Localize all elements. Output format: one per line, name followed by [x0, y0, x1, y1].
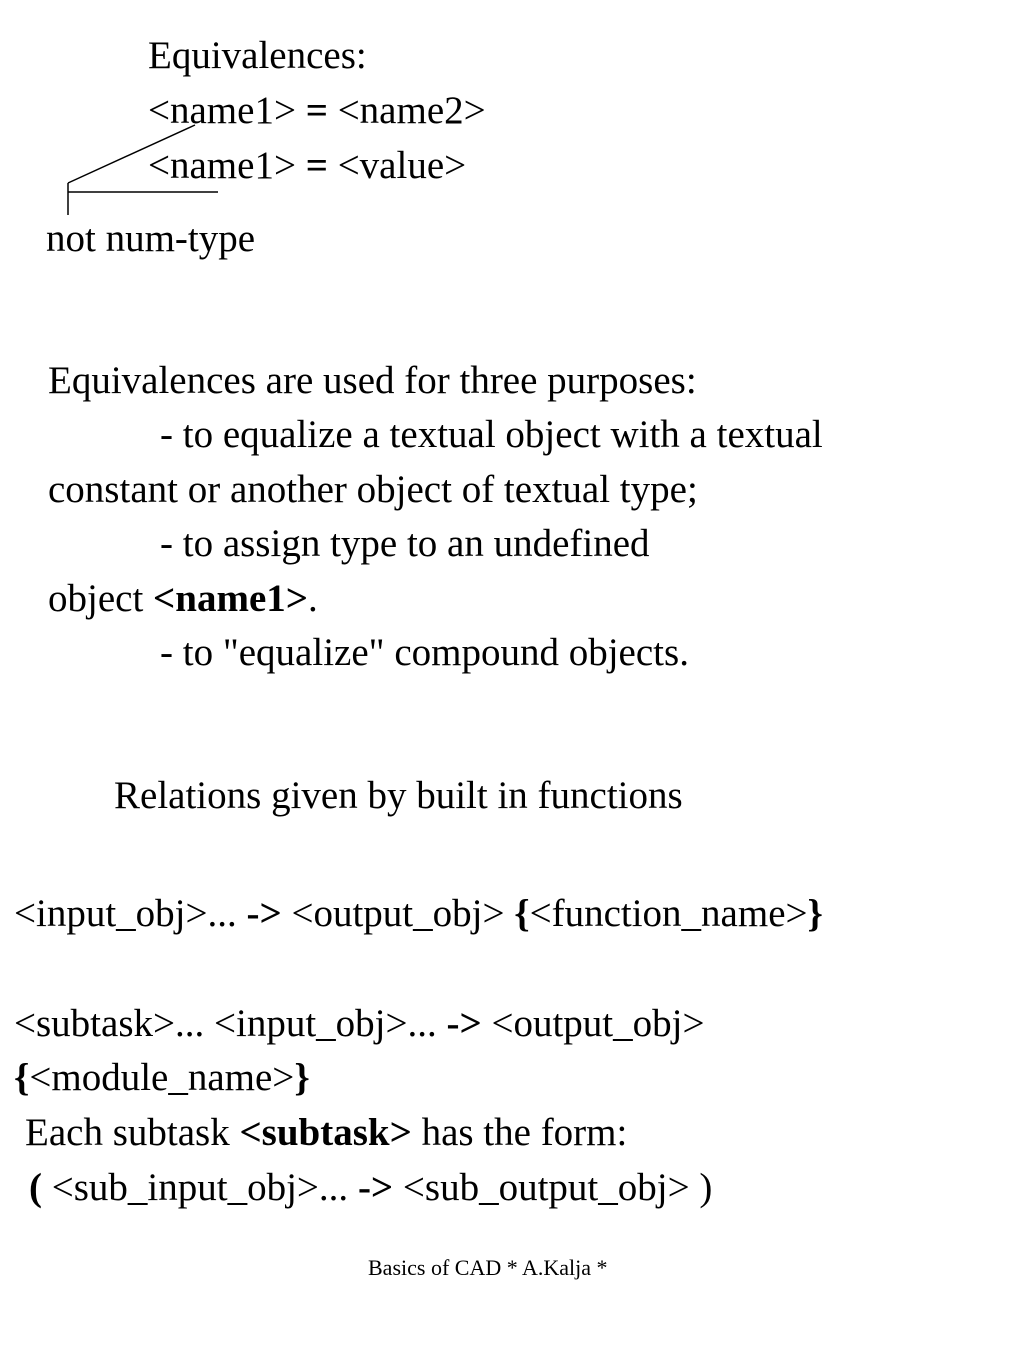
relation-formula-function	[14, 894, 823, 933]
equivalences-heading: Equivalences:	[148, 34, 367, 77]
sub-output: <sub_output_obj> )	[393, 1166, 713, 1209]
text-object: object	[48, 577, 154, 620]
relations-heading: Relations given by built in functions	[114, 774, 683, 817]
equals-operator: =	[305, 89, 328, 132]
equivalence-right: <value>	[337, 144, 467, 187]
subtask-formula	[29, 1168, 712, 1207]
equivalence-left: <name1>	[148, 144, 296, 187]
relation-formula-module	[14, 1058, 310, 1097]
footer: Basics of CAD * A.Kalja *	[368, 1255, 608, 1280]
function-name: <function_name>	[529, 892, 808, 935]
purpose-item-2: - to assign type to an undefined	[160, 522, 650, 565]
subtask-form-text	[25, 1113, 627, 1152]
module-name: <module_name>	[29, 1056, 295, 1099]
text-has-form: has the form:	[411, 1111, 628, 1154]
left-brace: {	[514, 892, 530, 935]
right-brace: }	[294, 1056, 310, 1099]
purposes-intro: Equivalences are used for three purposes:	[48, 359, 697, 402]
purpose-item-1: - to equalize a textual object with a textual	[160, 413, 823, 456]
formula-inputs: <input_obj>...	[14, 892, 247, 935]
relation-formula-subtask	[14, 1004, 704, 1043]
annotation-not-num-type: not num-type	[46, 217, 256, 260]
text-each-subtask: Each subtask	[25, 1111, 240, 1154]
left-brace: {	[14, 1056, 30, 1099]
formula-output: <output_obj>	[481, 1002, 705, 1045]
period: .	[307, 577, 318, 620]
purpose-item-1-cont: constant or another object of textual type;	[48, 468, 698, 511]
arrow-operator: ->	[246, 892, 282, 935]
annotation-connector	[0, 0, 260, 230]
formula-subtask-inputs: <subtask>... <input_obj>...	[14, 1002, 447, 1045]
subtask-bold: <subtask>	[239, 1111, 412, 1154]
equivalence-right: <name2>	[337, 89, 486, 132]
right-brace: }	[807, 892, 823, 935]
arrow-operator: ->	[446, 1002, 482, 1045]
name1-bold: <name1>	[153, 577, 308, 620]
purpose-item-3: - to "equalize" compound objects.	[160, 631, 689, 674]
sub-inputs: <sub_input_obj>...	[42, 1166, 358, 1209]
formula-output: <output_obj>	[281, 892, 515, 935]
arrow-operator: ->	[357, 1166, 394, 1209]
purpose-item-2-cont	[48, 579, 318, 618]
equivalence-left: <name1>	[148, 89, 296, 132]
equals-operator: =	[305, 144, 328, 187]
left-paren: (	[29, 1166, 42, 1209]
